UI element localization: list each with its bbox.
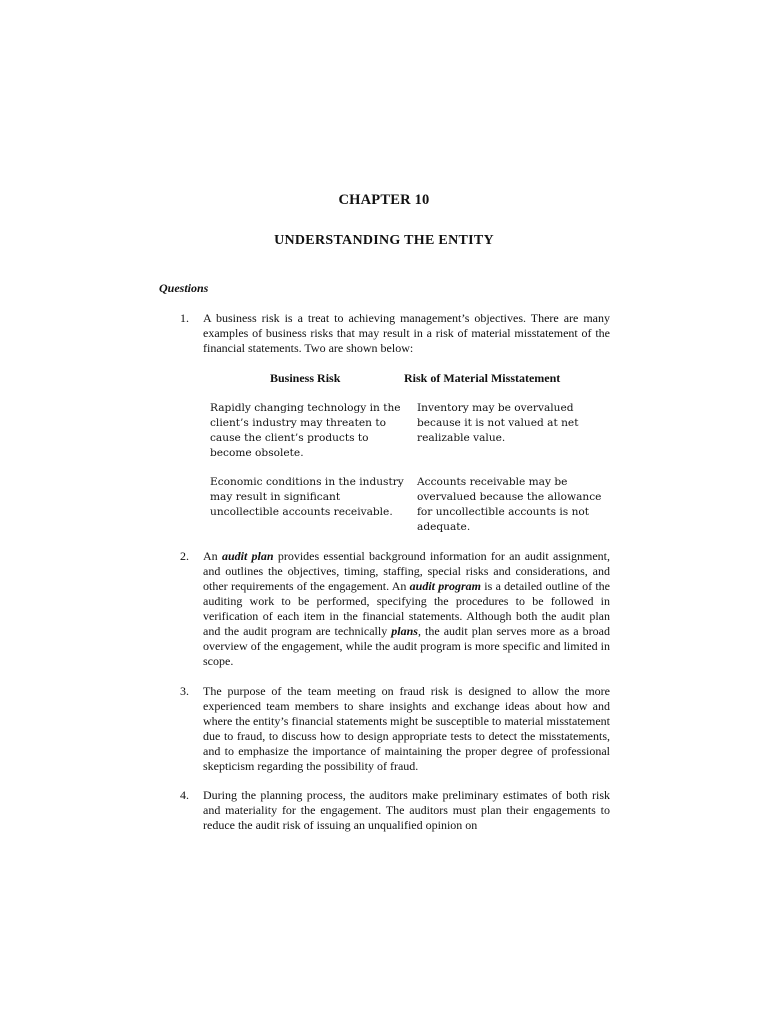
- question-number: 1.: [180, 311, 189, 325]
- table-cell-misstatement: Accounts receivable may be overvalued because the allowance for uncollectible accounts is not adequate.: [417, 476, 602, 533]
- table-cell-business-risk: Economic conditions in the industry may result in significant uncollectible accounts receivable.: [210, 476, 404, 518]
- question-number: 3.: [180, 684, 189, 698]
- term-audit-plan: audit plan: [221, 549, 274, 563]
- question-number: 4.: [180, 788, 189, 802]
- question-text: An audit plan provides essential background information for an audit assignment, and outlines the objectives, timing, staffing, special risks and considerations, and other requirements of the engagement. An audit program is a detailed outline of the auditing work to be performed, specifying the procedures to be followed in verification of each item in the financial statements. Although both the audit plan and the audit program are technically plans, the audit plan serves more as a broad overview of the engagement, while the audit program is more specific and limited in scope.: [203, 549, 611, 668]
- table-cell-misstatement: Inventory may be overvalued because it is not valued at net realizable value.: [417, 402, 579, 444]
- table-header-business-risk: Business Risk: [270, 371, 341, 385]
- chapter-title: UNDERSTANDING THE ENTITY: [274, 233, 494, 248]
- question-text: A business risk is a treat to achieving management’s objectives. There are many examples of business risks that may result in a risk of material misstatement of the financial statements. Two are shown below:: [203, 311, 610, 355]
- question-text: During the planning process, the auditors make preliminary estimates of both risk and materiality for the engagement. The auditors must plan their engagements to reduce the audit risk of issuing an unqualified opinion on: [203, 788, 610, 832]
- question-text: The purpose of the team meeting on fraud risk is designed to allow the more experienced team members to share insights and exchange ideas about how and where the entity’s financial statements might be susceptible to material misstatement due to fraud, to discuss how to design appropriate tests to detect the misstatements, and to emphasize the importance of maintaining the proper degree of professional skepticism regarding the possibility of fraud.: [203, 684, 610, 773]
- table-header-misstatement: Risk of Material Misstatement: [404, 371, 561, 385]
- section-heading: Questions: [159, 281, 209, 295]
- term-audit-program: audit program: [409, 579, 481, 593]
- chapter-heading: CHAPTER 10: [338, 192, 430, 208]
- table-cell-business-risk: Rapidly changing technology in the client’s industry may threaten to cause the client’s products to become obsolete.: [210, 402, 401, 459]
- term-plans: plans: [391, 624, 418, 638]
- question-number: 2.: [180, 549, 189, 563]
